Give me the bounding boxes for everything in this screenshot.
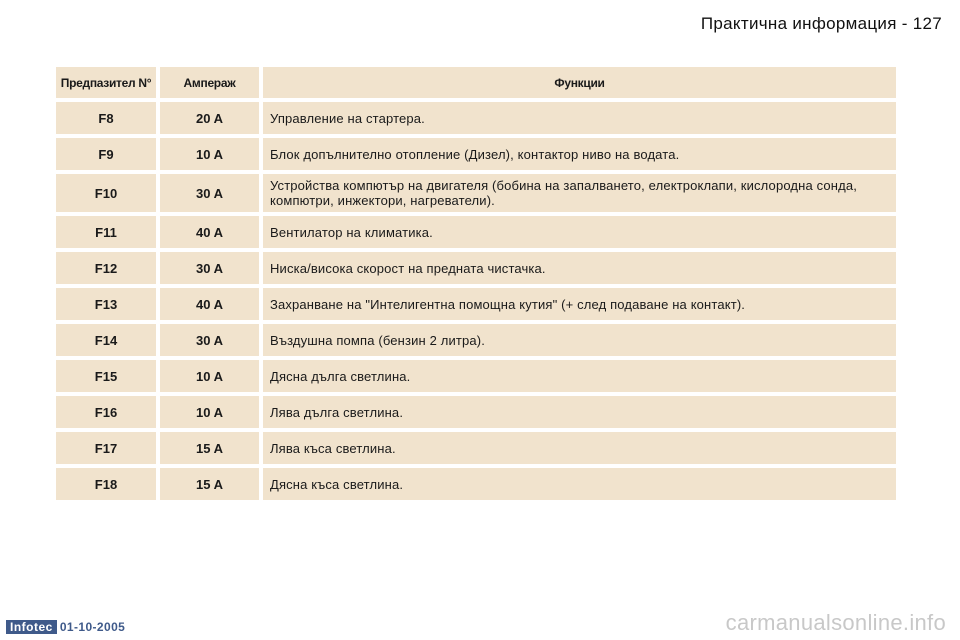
function-cell: Ниска/висока скорост на предната чистачка.	[263, 252, 896, 284]
column-header-fuse: Предпазител N°	[56, 67, 156, 98]
fuse-cell: F15	[56, 360, 156, 392]
function-cell: Лява къса светлина.	[263, 432, 896, 464]
table-row	[56, 138, 896, 170]
fuse-cell: F12	[56, 252, 156, 284]
table-row	[56, 216, 896, 248]
amperage-cell: 20 A	[160, 102, 259, 134]
footer	[6, 620, 125, 634]
amperage-cell: 15 A	[160, 468, 259, 500]
table-row	[56, 360, 896, 392]
fuse-cell: F9	[56, 138, 156, 170]
footer-date: 01-10-2005	[59, 620, 126, 634]
fuse-cell: F14	[56, 324, 156, 356]
function-cell: Захранване на "Интелигентна помощна кутия" (+ след подаване на контакт).	[263, 288, 896, 320]
table-row	[56, 174, 896, 212]
table-row	[56, 324, 896, 356]
amperage-cell: 40 A	[160, 216, 259, 248]
table-header-row	[56, 67, 896, 98]
amperage-cell: 40 A	[160, 288, 259, 320]
table-row	[56, 252, 896, 284]
table-row	[56, 468, 896, 500]
infotec-logo: Infotec	[6, 620, 57, 634]
fuse-cell: F8	[56, 102, 156, 134]
function-cell: Дясна къса светлина.	[263, 468, 896, 500]
fuse-cell: F18	[56, 468, 156, 500]
function-cell: Лява дълга светлина.	[263, 396, 896, 428]
amperage-cell: 30 A	[160, 252, 259, 284]
column-header-functions: Функции	[263, 67, 896, 98]
fuse-cell: F11	[56, 216, 156, 248]
column-header-amperage: Ампераж	[160, 67, 259, 98]
fuse-table	[52, 63, 900, 504]
function-cell: Управление на стартера.	[263, 102, 896, 134]
amperage-cell: 30 A	[160, 324, 259, 356]
function-cell: Вентилатор на климатика.	[263, 216, 896, 248]
fuse-cell: F17	[56, 432, 156, 464]
fuse-cell: F13	[56, 288, 156, 320]
fuse-cell: F10	[56, 174, 156, 212]
table-row	[56, 432, 896, 464]
table-row	[56, 102, 896, 134]
function-cell: Дясна дълга светлина.	[263, 360, 896, 392]
amperage-cell: 10 A	[160, 396, 259, 428]
amperage-cell: 10 A	[160, 138, 259, 170]
amperage-cell: 30 A	[160, 174, 259, 212]
fuse-cell: F16	[56, 396, 156, 428]
page-title: Практична информация - 127	[700, 14, 942, 33]
table-row	[56, 396, 896, 428]
function-cell: Устройства компютър на двигателя (бобина на запалването, електроклапи, кислородна сонда, компютри, инжектори, нагреватели).	[263, 174, 896, 212]
table-row	[56, 288, 896, 320]
function-cell: Въздушна помпа (бензин 2 литра).	[263, 324, 896, 356]
function-cell: Блок допълнително отопление (Дизел), контактор ниво на водата.	[263, 138, 896, 170]
watermark: carmanualsonline.info	[725, 610, 946, 635]
amperage-cell: 15 A	[160, 432, 259, 464]
amperage-cell: 10 A	[160, 360, 259, 392]
